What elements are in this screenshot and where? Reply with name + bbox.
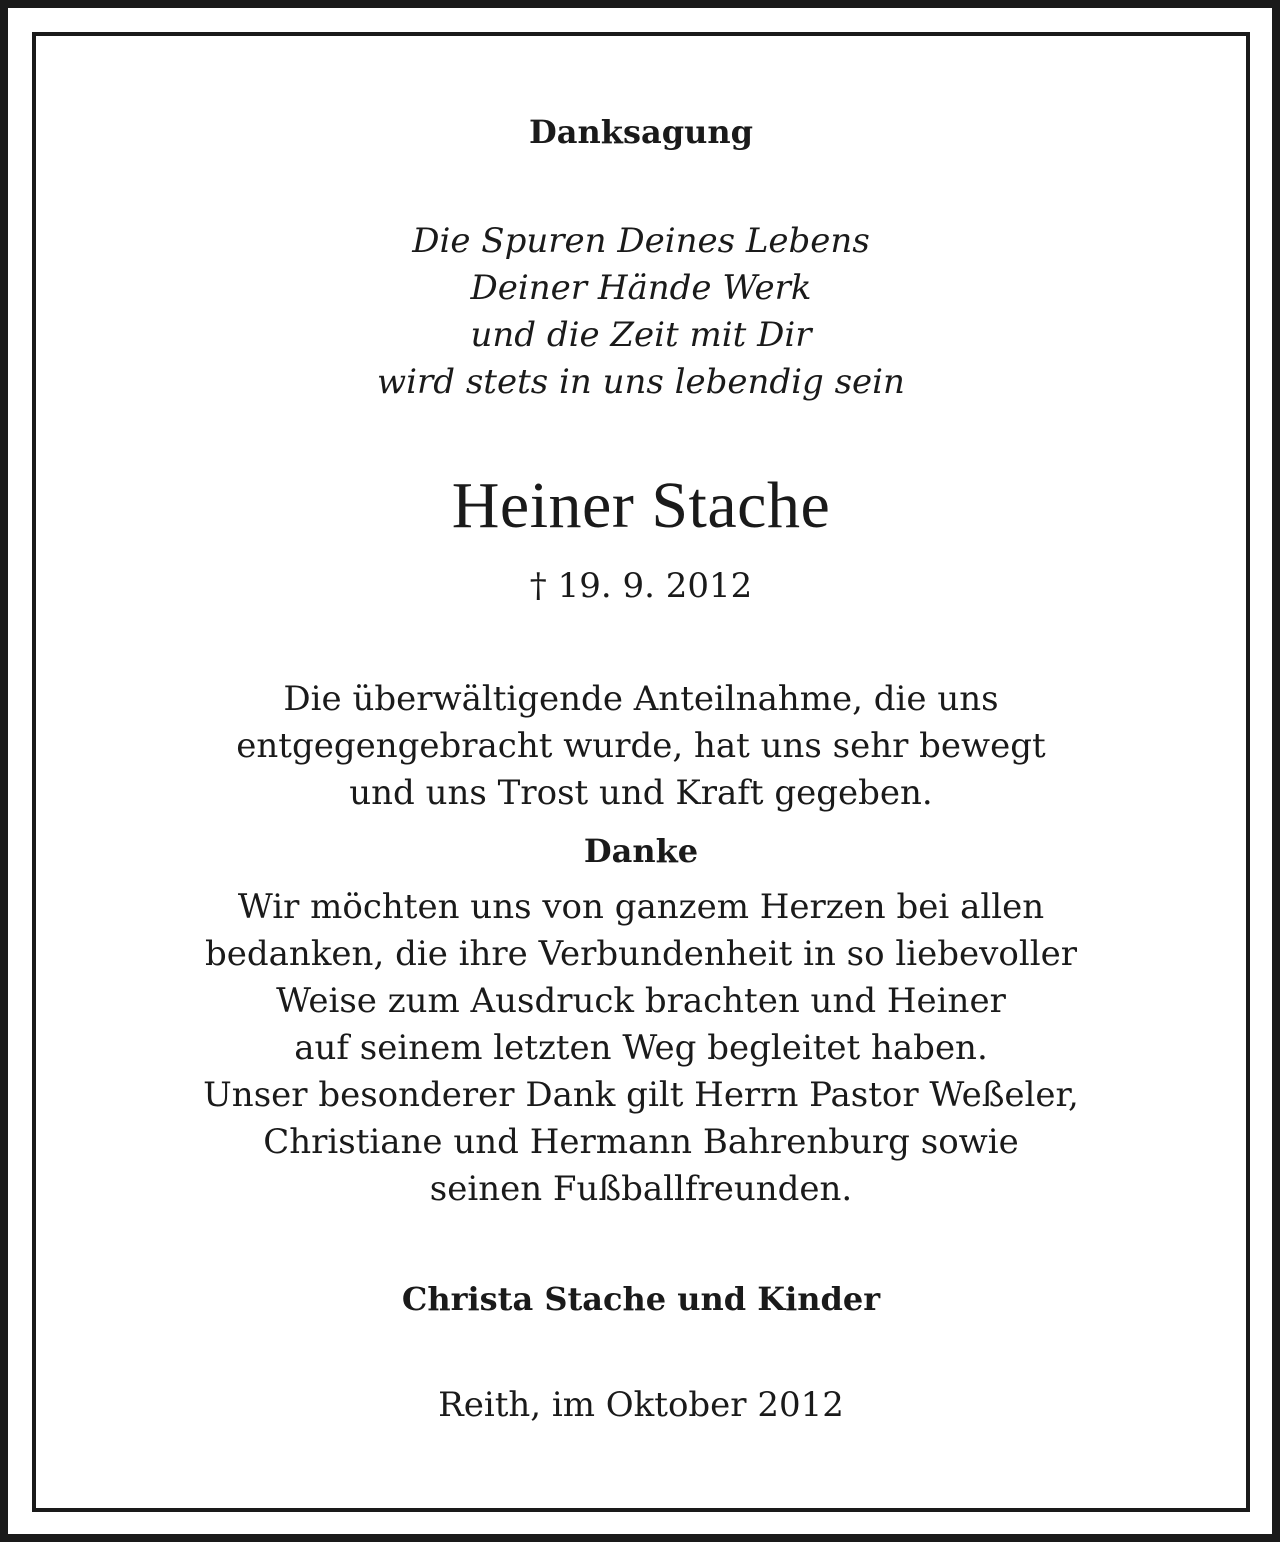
poem-line: und die Zeit mit Dir (470, 315, 812, 355)
poem (36, 218, 1246, 406)
body-line: Christiane und Hermann Bahrenburg sowie (263, 1122, 1019, 1162)
deceased-name: Heiner Stache (451, 469, 831, 542)
poem-line: Die Spuren Deines Lebens (412, 221, 870, 261)
notice-heading: Danksagung (529, 113, 753, 151)
poem-line: Deiner Hände Werk (470, 268, 812, 308)
body-line: auf seinem letzten Weg begleitet haben. (294, 1028, 988, 1068)
poem-line: wird stets in uns lebendig sein (377, 362, 905, 402)
thanks-line: Die überwältigende Anteilnahme, die uns (283, 679, 999, 719)
thanks-line: und uns Trost und Kraft gegeben. (349, 773, 933, 813)
danke-heading: Danke (583, 832, 699, 870)
body-line: Weise zum Ausdruck brachten und Heiner (276, 981, 1006, 1021)
thanks-line: entgegengebracht wurde, hat uns sehr bewegt (236, 726, 1046, 766)
body-paragraph (36, 884, 1246, 1213)
body-line: Unser besonderer Dank gilt Herrn Pastor Weßeler, (203, 1075, 1079, 1115)
body-line: Wir möchten uns von ganzem Herzen bei allen (237, 887, 1045, 927)
place-date: Reith, im Oktober 2012 (438, 1385, 844, 1425)
thanks-paragraph (36, 676, 1246, 817)
body-line: bedanken, die ihre Verbundenheit in so liebevoller (205, 934, 1077, 974)
death-date: † 19. 9. 2012 (529, 566, 753, 606)
signature: Christa Stache und Kinder (401, 1280, 881, 1318)
body-line: seinen Fußballfreunden. (429, 1169, 853, 1209)
notice-content (36, 36, 1246, 1508)
